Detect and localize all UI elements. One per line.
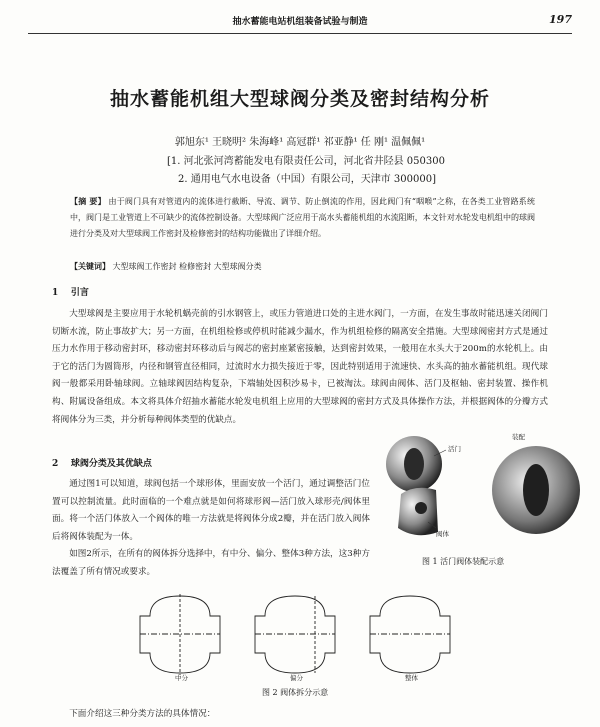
author-list: 郭旭东¹ 王晓明² 朱海峰¹ 高冠群¹ 祁亚静¹ 任 刚¹ 温佩佩¹ bbox=[174, 137, 426, 148]
figure-1-label-valve: 活门 bbox=[448, 445, 461, 453]
article-title: 抽水蓄能机组大型球阀分类及密封结构分析 bbox=[109, 88, 490, 110]
affiliation-2: 2. 通用电气水电设备（中国）有限公司，天津市 300000] bbox=[178, 174, 436, 185]
keywords-text: 大型球阀工作密封 检修密封 大型球阀分类 bbox=[112, 262, 262, 271]
figure-1 bbox=[376, 432, 586, 542]
abstract bbox=[70, 193, 535, 242]
one-piece-drawing bbox=[370, 596, 450, 673]
figure-1-illustration bbox=[376, 432, 586, 542]
section-heading-1 bbox=[52, 285, 89, 298]
section2-paragraph-1: 通过图1可以知道，球阀包括一个球形体，里面安放一个活门，通过调整活门位置可以控制流量。此时面临的一个难点就是如何将球形阀—活门放入球形壳/阀体里面。将一个活门体放入一个阀体的唯一方法就是将阀体分成2瓣，并在活门放入阀体后将阀体装配为一体。 bbox=[52, 479, 370, 542]
journal-title: 抽水蓄能电站机组装备试验与制造 bbox=[232, 17, 368, 27]
intro-paragraph: 大型球阀是主要应用于水轮机蜗壳前的引水钢管上，或压力管道进口处的主进水阀门，一方面，在发生事故时能迅速关闭阀门切断水流，防止事故扩大；另一方面，在机组检修或停机时能减少漏水，作为机组检修的隔离安全措施。大型球阀密封方式是通过压力水作用于移动密封环，移动密封环移动后与阀芯的密封座紧密接触，达到密封效果，一般用在水头大于200m的水轮机上。由于它的活门为圆筒形，内径和钢管直径相同，过流时水力损失接近于零，因此特别适用于流速快、水头高的抽水蓄能机组。现代球阀一般都采用卧轴球阀。立轴球阀因结构复杂，下端轴处因积沙易卡，已被淘汰。球阀由阀体、活门及枢轴、密封装置、操作机构、附属设备组成。本文将具体介绍抽水蓄能水轮发电机组上应用的大型球阀的密封方式及具体操作方法，并根据阀体的分瓣方式将阀体分为三类，并分析每种阀体类型的优缺点。 bbox=[52, 309, 548, 425]
keywords-label: 【关键词】 bbox=[70, 261, 110, 271]
figure-1-caption: 图 1 活门阀体装配示意 bbox=[422, 557, 505, 566]
section-title: 引言 bbox=[70, 288, 89, 298]
closing-paragraph: 下面介绍这三种分类方法的具体情况： bbox=[69, 709, 216, 719]
assembled-valve-bore bbox=[523, 464, 549, 516]
section-number: 2 bbox=[52, 459, 59, 469]
page-number: 197 bbox=[549, 13, 572, 26]
valve-bore bbox=[404, 448, 424, 480]
section-title: 球阀分类及其优缺点 bbox=[70, 459, 152, 469]
section2-paragraph-2: 如图2所示，在所有的阀体拆分选择中，有中分、偏分、整体3种方法，这3种方法覆盖了所有情况或要求。 bbox=[52, 549, 370, 577]
section-number: 1 bbox=[52, 288, 59, 298]
running-header bbox=[28, 14, 572, 30]
figure-2-illustration bbox=[130, 591, 470, 681]
figure-1-label-assembly: 装配 bbox=[512, 433, 525, 441]
figure-2-label-one-piece: 整体 bbox=[405, 674, 418, 682]
figure-2 bbox=[130, 591, 470, 681]
abstract-label: 【摘 要】 bbox=[70, 196, 106, 206]
split-center-drawing bbox=[140, 594, 220, 675]
figure-2-caption: 图 2 阀体拆分示意 bbox=[262, 688, 329, 697]
affiliation-1: [1. 河北张河湾蓄能发电有限责任公司，河北省井陉县 050300 bbox=[167, 156, 445, 167]
section-heading-2 bbox=[52, 456, 152, 469]
split-offset-drawing bbox=[255, 596, 335, 673]
valve-body-port bbox=[415, 502, 427, 514]
abstract-text: 由于阀门具有对管道内的流体进行截断、导流、调节、防止倒流的作用，因此阀门有“咽喉”之称，在各类工业管路系统中，阀门是工业管道上不可缺少的流体控制设备。大型球阀广泛应用于高水头蓄能机组的水流阻断，本文针对水轮发电机组中的球阀进行分类及对大型球阀工作密封及检修密封的结构功能做出了详细介绍。 bbox=[70, 197, 535, 238]
figure-2-label-center: 中分 bbox=[175, 674, 188, 682]
figure-1-label-body: 阀体 bbox=[436, 530, 449, 538]
figure-2-label-offset: 偏分 bbox=[290, 674, 303, 682]
keywords bbox=[70, 261, 262, 272]
header-rule bbox=[28, 33, 572, 34]
